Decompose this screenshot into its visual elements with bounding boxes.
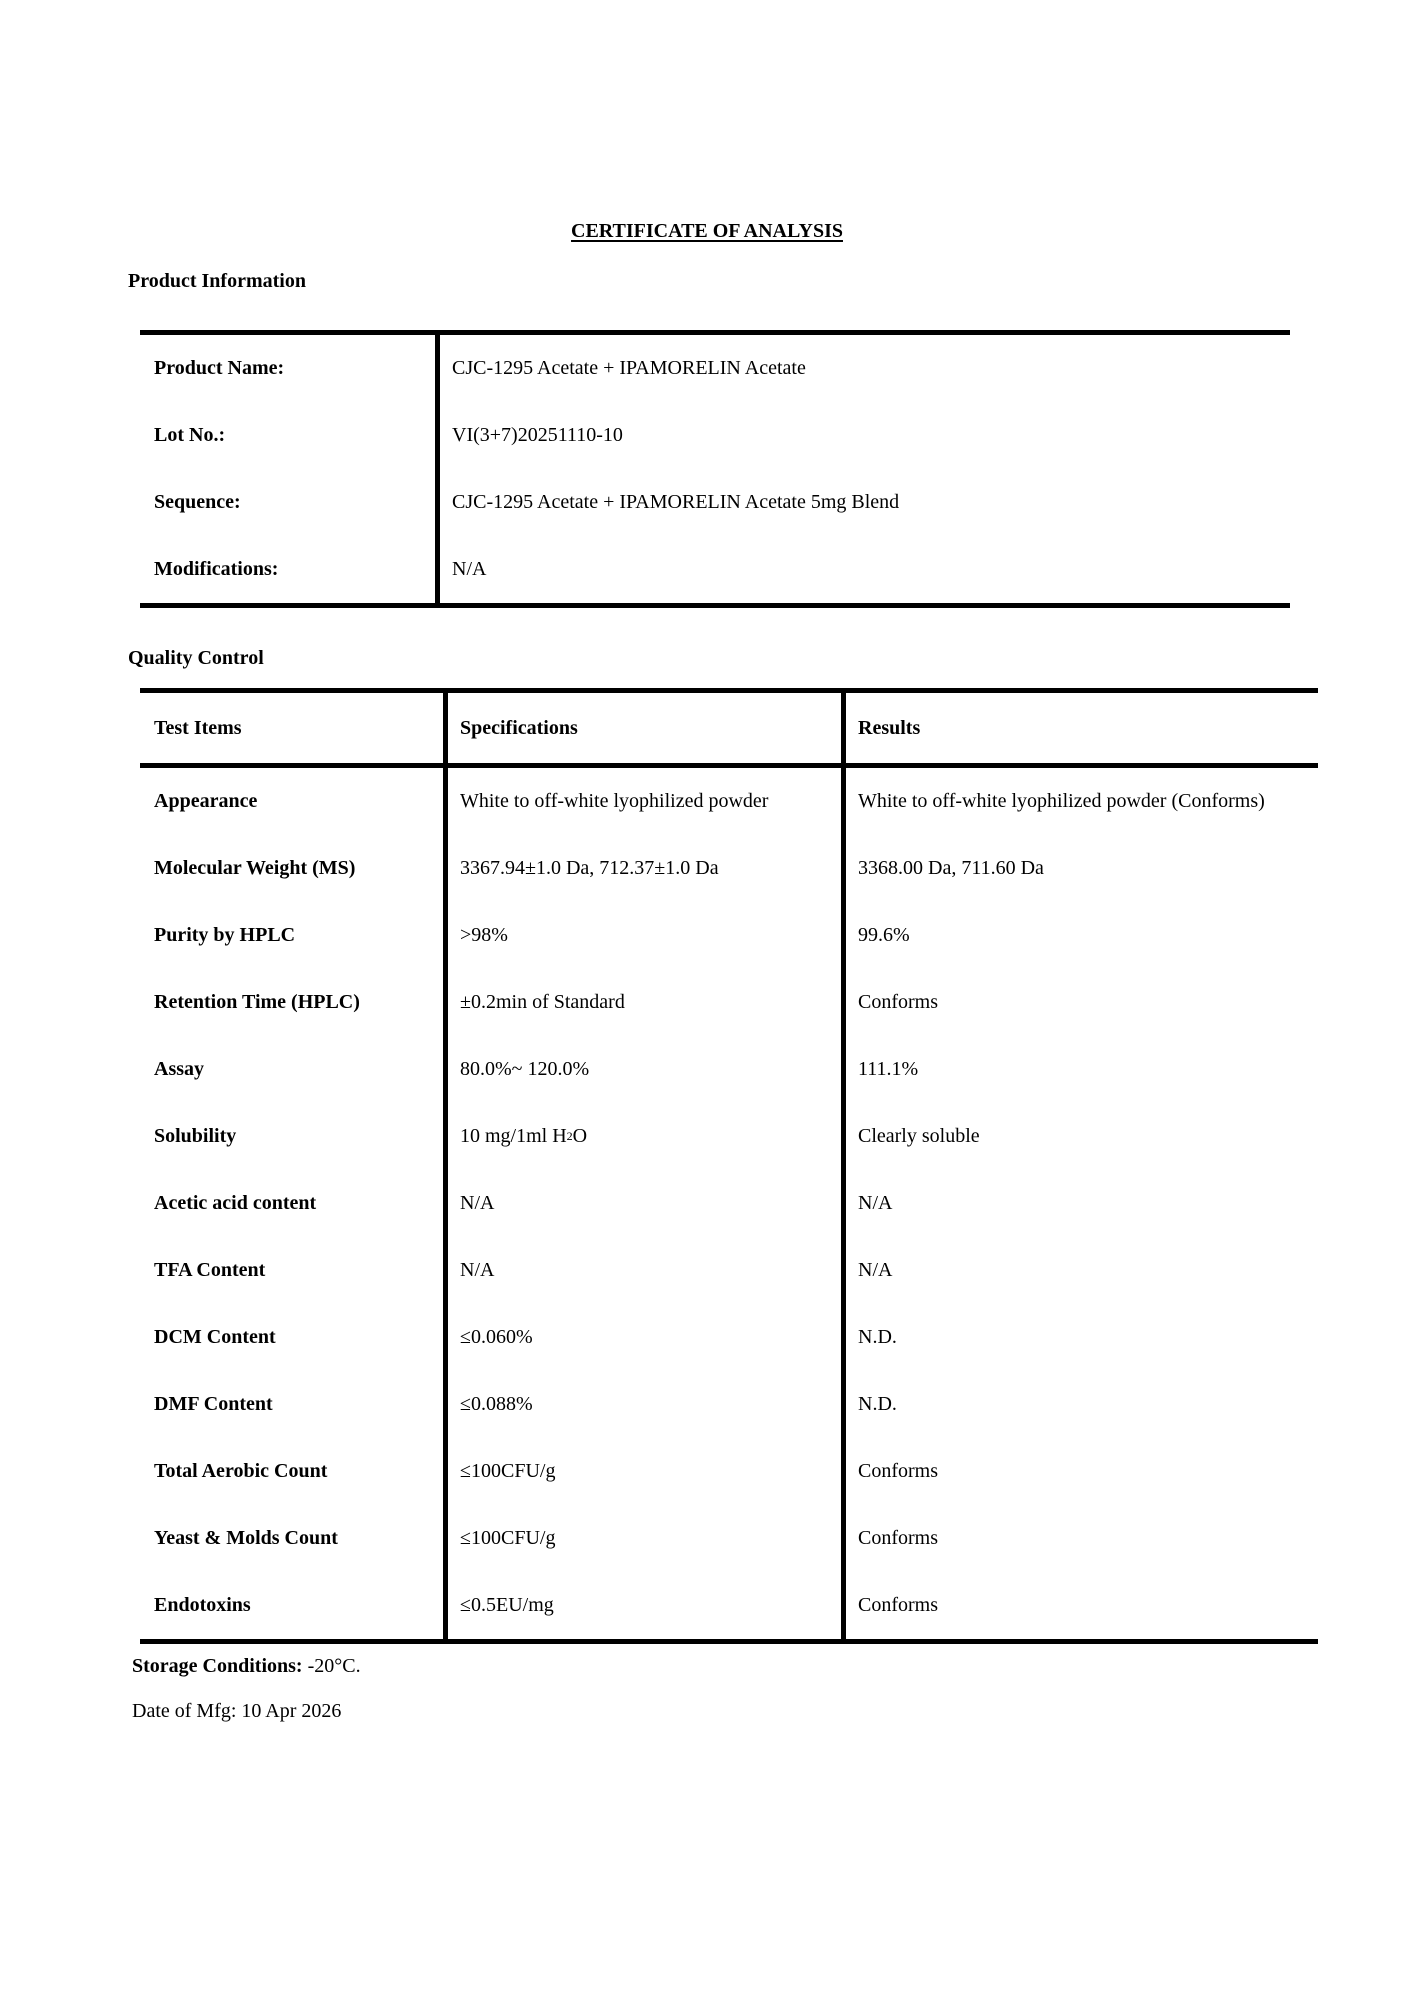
- subscript-text: 2: [566, 1129, 573, 1143]
- quality-control-table: [140, 688, 1318, 1644]
- result-cell: White to off-white lyophilized powder (Conforms): [858, 790, 1265, 812]
- header-test-items: Test Items: [140, 693, 448, 763]
- result-cell: N/A: [858, 1192, 893, 1214]
- spec-cell: 3367.94±1.0 Da, 712.37±1.0 Da: [448, 835, 846, 902]
- spec-cell: White to off-white lyophilized powder: [448, 768, 846, 835]
- table-row: [140, 902, 1318, 969]
- spec-cell: ≤0.088%: [448, 1371, 846, 1438]
- product-label: Sequence:: [140, 469, 440, 536]
- spec-cell: ≤100CFU/g: [448, 1438, 846, 1505]
- table-row: [140, 1103, 1318, 1170]
- spec-cell: [448, 1103, 846, 1170]
- spec-cell: ≤0.5EU/mg: [448, 1572, 846, 1639]
- table-row: [140, 1237, 1318, 1304]
- test-item-cell: TFA Content: [140, 1237, 448, 1304]
- storage-value: -20°C.: [302, 1655, 361, 1677]
- table-row: [140, 835, 1318, 902]
- table-row: [140, 768, 1318, 835]
- spec-cell: ≤100CFU/g: [448, 1505, 846, 1572]
- result-cell: N.D.: [858, 1393, 897, 1415]
- spec-cell: N/A: [448, 1237, 846, 1304]
- test-item-cell: Purity by HPLC: [140, 902, 448, 969]
- test-item-cell: Retention Time (HPLC): [140, 969, 448, 1036]
- table-row: [140, 1036, 1318, 1103]
- date-of-mfg: Date of Mfg: 10 Apr 2026: [132, 1700, 342, 1722]
- table-row: [140, 1572, 1318, 1639]
- product-value: CJC-1295 Acetate + IPAMORELIN Acetate 5mg Blend: [452, 491, 900, 513]
- product-label: Product Name:: [140, 335, 440, 402]
- result-cell: Conforms: [858, 991, 938, 1013]
- product-value: VI(3+7)20251110-10: [452, 424, 623, 446]
- test-item-cell: DMF Content: [140, 1371, 448, 1438]
- quality-control-heading: Quality Control: [128, 647, 264, 669]
- table-row: [140, 1438, 1318, 1505]
- result-cell: 99.6%: [858, 924, 910, 946]
- spec-text: O: [572, 1125, 588, 1147]
- test-item-cell: Yeast & Molds Count: [140, 1505, 448, 1572]
- test-item-cell: Assay: [140, 1036, 448, 1103]
- product-row-modifications: [140, 536, 1290, 603]
- table-row: [140, 1170, 1318, 1237]
- result-cell: 3368.00 Da, 711.60 Da: [858, 857, 1044, 879]
- test-item-cell: DCM Content: [140, 1304, 448, 1371]
- spec-cell: ±0.2min of Standard: [448, 969, 846, 1036]
- result-cell: Conforms: [858, 1527, 938, 1549]
- table-row: [140, 1371, 1318, 1438]
- result-cell: Conforms: [858, 1594, 938, 1616]
- storage-conditions: [132, 1655, 361, 1678]
- table-row: [140, 969, 1318, 1036]
- result-cell: N/A: [858, 1259, 893, 1281]
- product-info-heading: Product Information: [128, 270, 306, 292]
- test-item-cell: Endotoxins: [140, 1572, 448, 1639]
- spec-cell: N/A: [448, 1170, 846, 1237]
- result-cell: 111.1%: [858, 1058, 919, 1080]
- storage-label: Storage Conditions:: [132, 1655, 303, 1677]
- product-value: CJC-1295 Acetate + IPAMORELIN Acetate: [452, 357, 806, 379]
- test-item-cell: Acetic acid content: [140, 1170, 448, 1237]
- product-label: Modifications:: [140, 536, 440, 603]
- header-results: Results: [858, 716, 921, 739]
- table-header-row: [140, 693, 1318, 768]
- test-item-cell: Solubility: [140, 1103, 448, 1170]
- product-row-name: [140, 335, 1290, 402]
- spec-cell: >98%: [448, 902, 846, 969]
- test-item-cell: Molecular Weight (MS): [140, 835, 448, 902]
- product-info-table: [140, 330, 1290, 608]
- result-cell: Conforms: [858, 1460, 938, 1482]
- spec-cell: ≤0.060%: [448, 1304, 846, 1371]
- product-row-lot: [140, 402, 1290, 469]
- product-label: Lot No.:: [140, 402, 440, 469]
- product-row-sequence: [140, 469, 1290, 536]
- test-item-cell: Total Aerobic Count: [140, 1438, 448, 1505]
- header-specifications: Specifications: [448, 693, 846, 763]
- table-row: [140, 1505, 1318, 1572]
- page-title: CERTIFICATE OF ANALYSIS: [571, 220, 843, 242]
- test-item-cell: Appearance: [140, 768, 448, 835]
- spec-text: 10 mg/1ml H: [460, 1125, 567, 1147]
- spec-cell: 80.0%~ 120.0%: [448, 1036, 846, 1103]
- product-value: N/A: [452, 558, 487, 580]
- table-row: [140, 1304, 1318, 1371]
- result-cell: Clearly soluble: [858, 1125, 980, 1147]
- result-cell: N.D.: [858, 1326, 897, 1348]
